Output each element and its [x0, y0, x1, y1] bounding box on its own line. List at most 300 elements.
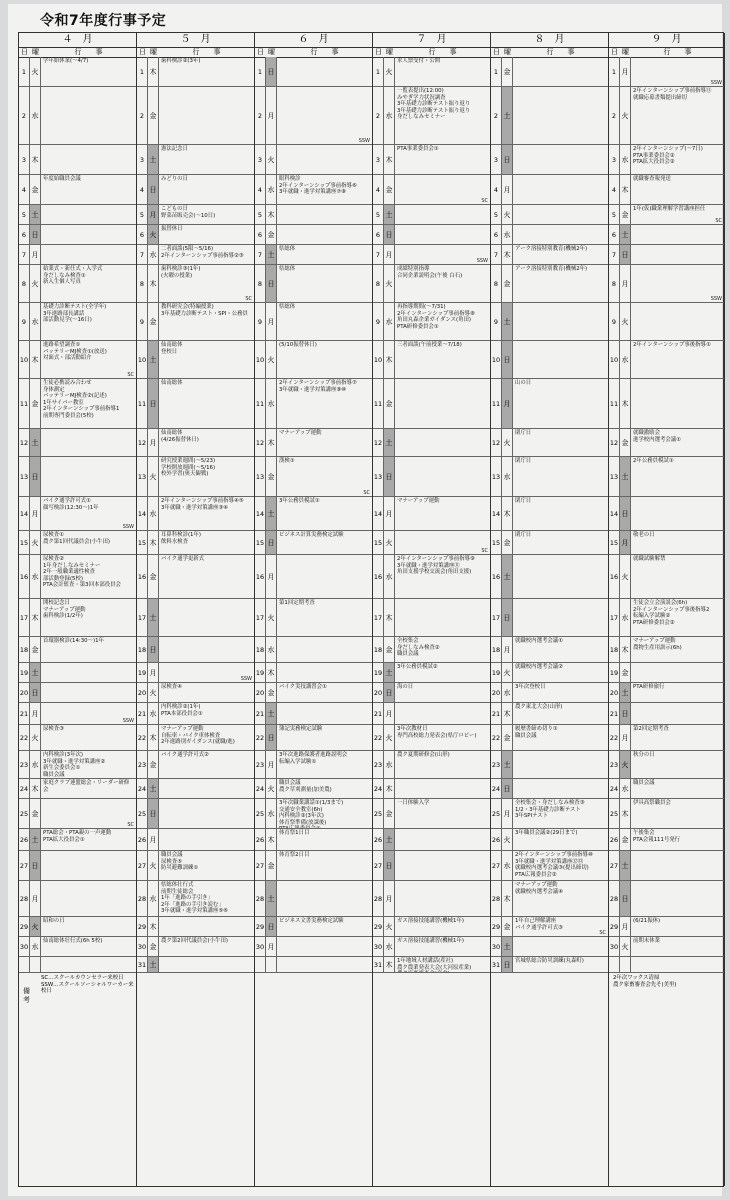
day-number: 25	[373, 799, 384, 828]
weekday-cell: 月	[620, 725, 631, 750]
day-row	[609, 829, 724, 851]
event-text	[513, 87, 608, 144]
weekday-cell: 日	[620, 497, 631, 530]
day-row	[491, 341, 608, 379]
day-number: 9	[255, 303, 266, 340]
day-number: 3	[255, 145, 266, 174]
day-number: 23	[609, 751, 620, 778]
weekday-cell: 月	[266, 555, 277, 598]
day-row	[373, 637, 490, 663]
weekday-header: 曜	[268, 48, 275, 56]
event-text	[277, 637, 372, 662]
day-number: 2	[373, 87, 384, 144]
day-row	[373, 599, 490, 637]
event-text: 3年次進路保護者進路説明会 転編入学試験①	[279, 752, 348, 765]
event-text: バイク通学許可式②	[161, 752, 209, 758]
day-row	[255, 531, 372, 555]
event-text	[395, 829, 490, 850]
day-row	[609, 145, 724, 175]
event-text: 尿検査③	[43, 726, 65, 732]
event-text: 再指導期間(～7/31) 2年インターンシップ事前指導⑧ 角田丸森企業ガイダンス(角田) PTA研修委員会①	[397, 304, 475, 330]
event-text: 第2回定期考査	[633, 726, 669, 732]
day-row	[373, 725, 490, 751]
weekday-header: 曜	[622, 48, 629, 56]
weekday-cell: 木	[502, 881, 513, 916]
weekday-cell: 月	[266, 303, 277, 340]
day-row	[609, 379, 724, 429]
day-number: 15	[255, 531, 266, 554]
day-row	[255, 663, 372, 683]
day-number: 5	[255, 205, 266, 224]
weekday-cell: 水	[148, 245, 159, 264]
weekday-cell: 土	[148, 599, 159, 636]
weekday-cell: 日	[148, 379, 159, 428]
event-text	[41, 429, 136, 456]
day-number: 31	[491, 957, 502, 972]
event-text	[159, 829, 254, 850]
day-row	[373, 497, 490, 531]
weekday-cell: 火	[384, 57, 395, 86]
weekday-cell: 月	[384, 703, 395, 724]
event-text	[277, 663, 372, 682]
event-text: 仙南総体	[161, 380, 183, 386]
day-number: 21	[255, 703, 266, 724]
event-text: PTA事業委員会①	[397, 146, 439, 152]
weekday-cell: 火	[502, 663, 513, 682]
day-number: 12	[255, 429, 266, 456]
day-row	[255, 303, 372, 341]
event-text: ビジネス計算実務検定試験	[279, 532, 344, 538]
day-number: 7	[137, 245, 148, 264]
event-text: 3年次職業講話①(1/3まで) 交通安全教室(6h) 内科検診②(3年次) 体育祭準備(放課後)	[279, 800, 344, 826]
weekday-cell: 土	[384, 429, 395, 456]
day-row	[491, 703, 608, 725]
event-text	[513, 205, 608, 224]
event-text	[631, 957, 724, 972]
day-number: 24	[609, 779, 620, 798]
weekday-cell: 木	[148, 265, 159, 302]
event-text: 就職試験解禁	[633, 556, 666, 562]
day-row	[137, 265, 254, 303]
day-number: 23	[373, 751, 384, 778]
weekday-cell: 水	[502, 851, 513, 880]
day-number: 3	[373, 145, 384, 174]
event-text	[41, 957, 136, 972]
day-number: 31	[373, 957, 384, 972]
day-number: 9	[137, 303, 148, 340]
day-row	[137, 663, 254, 683]
day-number: 12	[373, 429, 384, 456]
event-text: 農ク第2回代議員会(小牛田)	[161, 938, 228, 944]
event-text	[395, 851, 490, 880]
weekday-cell: 土	[266, 703, 277, 724]
day-number: 17	[137, 599, 148, 636]
weekday-cell: 金	[384, 799, 395, 828]
event-text: 県総体	[279, 304, 296, 310]
weekday-cell: 水	[148, 881, 159, 916]
event-text: 仙南総体壮行式(6h 5校)	[43, 938, 103, 944]
events-header: 行 事	[546, 48, 575, 56]
day-row	[373, 683, 490, 703]
day-row	[609, 663, 724, 683]
weekday-cell: 火	[148, 225, 159, 244]
event-text	[631, 881, 724, 916]
day-row	[19, 429, 136, 457]
day-row	[609, 703, 724, 725]
event-text	[631, 245, 724, 264]
day-row	[137, 751, 254, 779]
day-number: 14	[491, 497, 502, 530]
day-number: 8	[19, 265, 30, 302]
events-header: 行 事	[663, 48, 692, 56]
day-number: 16	[609, 555, 620, 598]
weekday-cell: 火	[620, 937, 631, 956]
event-text: 耳鼻科検診(1年) 飲料水検査	[161, 532, 201, 545]
day-number: 11	[491, 379, 502, 428]
day-row	[373, 87, 490, 145]
weekday-cell: 日	[620, 881, 631, 916]
visit-note: SSW	[358, 138, 370, 144]
event-text: 1年(仮)職業理解学習講座担任	[633, 206, 706, 212]
weekday-cell: 日	[148, 637, 159, 662]
day-row	[609, 937, 724, 957]
weekday-cell: 月	[148, 829, 159, 850]
day-number: 8	[609, 265, 620, 302]
event-text: 3年公務員模試②	[397, 664, 438, 670]
day-row	[373, 779, 490, 799]
event-text: こどもの日 野菜苗販売会(～10日)	[161, 206, 216, 219]
day-number: 10	[373, 341, 384, 378]
event-text: 2年公務員模試①	[633, 458, 674, 464]
day-header: 日	[611, 48, 618, 56]
day-number: 19	[137, 663, 148, 682]
day-row	[373, 663, 490, 683]
day-row	[609, 341, 724, 379]
event-text: 2年インターンシップ事前指導⑪ 就職応募書類提出締切	[633, 88, 712, 101]
day-row	[609, 429, 724, 457]
day-number: 23	[255, 751, 266, 778]
day-number: 5	[373, 205, 384, 224]
day-row	[19, 725, 136, 751]
event-text: 内科検診②(1年) PTA本部役員会①	[161, 704, 203, 717]
weekday-cell: 日	[502, 145, 513, 174]
event-text	[41, 205, 136, 224]
day-row	[137, 245, 254, 265]
weekday-cell: 木	[384, 341, 395, 378]
day-row	[491, 379, 608, 429]
weekday-cell: 水	[384, 555, 395, 598]
weekday-cell: 土	[502, 555, 513, 598]
day-row	[609, 57, 724, 87]
weekday-cell: 金	[148, 937, 159, 956]
day-row	[491, 751, 608, 779]
day-row	[137, 683, 254, 703]
weekday-cell: 金	[148, 555, 159, 598]
event-text: 職員会議 農ク草刈測量(加美農)	[279, 780, 332, 793]
weekday-cell: 木	[30, 779, 41, 798]
weekday-cell: 月	[148, 663, 159, 682]
weekday-cell: 火	[30, 265, 41, 302]
weekday-cell: 土	[502, 303, 513, 340]
event-text: 求人票受付・公開	[397, 58, 441, 64]
month-column	[19, 33, 137, 1186]
weekday-cell: 金	[620, 663, 631, 682]
weekday-cell: 火	[148, 457, 159, 496]
event-text	[395, 429, 490, 456]
day-number: 15	[373, 531, 384, 554]
weekday-cell: 日	[30, 851, 41, 880]
event-text: 漢検①	[279, 458, 295, 464]
event-text	[631, 497, 724, 530]
day-row	[373, 555, 490, 599]
day-number: 16	[255, 555, 266, 598]
event-text	[159, 779, 254, 798]
day-row	[491, 429, 608, 457]
weekday-cell: 火	[502, 829, 513, 850]
day-row	[19, 265, 136, 303]
weekday-cell: 日	[30, 225, 41, 244]
weekday-cell: 火	[30, 531, 41, 554]
day-row	[19, 751, 136, 779]
weekday-cell: 水	[30, 87, 41, 144]
event-text: 尿検査② 1年身だしなみセミナー 2年一般職業適性検査 部活動登録(5校) PTA会計監査・第3回本部役員会	[43, 556, 121, 589]
events-header: 行 事	[428, 48, 457, 56]
day-row	[491, 87, 608, 145]
weekday-cell: 水	[30, 751, 41, 778]
day-number: 8	[373, 265, 384, 302]
event-text	[395, 175, 490, 204]
weekday-cell: 土	[30, 829, 41, 850]
day-number: 15	[609, 531, 620, 554]
day-row	[609, 497, 724, 531]
event-text: 憲法記念日	[161, 146, 188, 152]
event-text: 一日体験入学	[397, 800, 430, 806]
weekday-cell: 月	[620, 531, 631, 554]
weekday-cell: 金	[502, 725, 513, 750]
event-text	[41, 225, 136, 244]
day-row	[255, 245, 372, 265]
month-header: ８ 月	[491, 33, 608, 48]
weekday-cell: 日	[30, 683, 41, 702]
day-number: 14	[609, 497, 620, 530]
weekday-cell: 木	[384, 145, 395, 174]
day-row	[373, 225, 490, 245]
day-row	[255, 683, 372, 703]
event-text: 歯科検診②(3年)	[161, 58, 201, 64]
event-text: 職員会議	[633, 780, 655, 786]
weekday-cell: 水	[620, 599, 631, 636]
event-text: 海の日	[397, 684, 414, 690]
day-number	[255, 957, 266, 972]
day-row	[255, 497, 372, 531]
weekday-cell: 金	[266, 457, 277, 496]
day-row	[609, 725, 724, 751]
day-number: 11	[255, 379, 266, 428]
day-number: 19	[609, 663, 620, 682]
weekday-cell: 木	[502, 245, 513, 264]
weekday-cell: 木	[620, 799, 631, 828]
weekday-cell: 日	[502, 341, 513, 378]
event-text: 閉庁日	[515, 458, 532, 464]
event-text: 研究授業週間(～5/23) 学校開放週間(～5/16) 校外学習(奥天観戦)	[161, 458, 216, 478]
month-column	[373, 33, 491, 1186]
bikou-cell	[373, 973, 490, 1186]
day-number: 5	[137, 205, 148, 224]
day-row	[19, 663, 136, 683]
event-text: 閉庁日	[515, 498, 532, 504]
day-row	[491, 851, 608, 881]
day-row	[609, 225, 724, 245]
day-number: 23	[137, 751, 148, 778]
day-row	[609, 779, 724, 799]
weekday-cell: 金	[384, 175, 395, 204]
day-row	[491, 917, 608, 937]
day-row	[609, 599, 724, 637]
weekday-cell: 金	[384, 637, 395, 662]
day-number: 2	[137, 87, 148, 144]
day-number: 17	[373, 599, 384, 636]
day-number: 5	[609, 205, 620, 224]
event-text	[513, 303, 608, 340]
day-row	[137, 829, 254, 851]
weekday-cell: 水	[30, 937, 41, 956]
visit-note: SSW	[476, 258, 488, 264]
day-row	[255, 917, 372, 937]
day-number: 28	[609, 881, 620, 916]
event-text: マナーアップ運動 自転車・バイク車体検査 2年進路別ガイダンス(就職/進)	[161, 726, 235, 746]
day-number: 18	[609, 637, 620, 662]
day-row	[491, 175, 608, 205]
event-text: 3年公務員模試①	[279, 498, 320, 504]
weekday-cell: 土	[384, 663, 395, 682]
day-number: 6	[491, 225, 502, 244]
day-number: 21	[137, 703, 148, 724]
event-text: 家庭クラブ連盟総会・リーダー研修会	[43, 780, 130, 793]
weekday-cell: 月	[148, 205, 159, 224]
event-text: バイク通学更新式	[161, 556, 205, 562]
weekday-cell: 火	[148, 683, 159, 702]
day-number: 22	[373, 725, 384, 750]
event-text	[277, 937, 372, 956]
day-row	[255, 555, 372, 599]
event-text	[277, 57, 372, 86]
day-row	[137, 303, 254, 341]
event-text	[631, 703, 724, 724]
weekday-cell: 月	[620, 265, 631, 302]
event-text: 3年職員会議②(29日まで)	[515, 830, 578, 836]
day-number: 26	[255, 829, 266, 850]
weekday-cell: 金	[502, 265, 513, 302]
weekday-cell: 水	[30, 303, 41, 340]
weekday-cell: 火	[266, 779, 277, 798]
day-row	[491, 881, 608, 917]
day-number: 7	[609, 245, 620, 264]
day-row	[19, 531, 136, 555]
weekday-cell: 月	[30, 497, 41, 530]
weekday-cell: 火	[502, 429, 513, 456]
weekday-cell	[620, 957, 631, 972]
event-text: 2年インターンシップ事前指導⑩ 3年就職・進学対策講座⑫⑬ 就職校内選考会議③(提出締切) PTA広報委員会②	[515, 852, 593, 878]
event-text: 年度始職員会議	[43, 176, 81, 182]
weekday-cell: 金	[30, 637, 41, 662]
day-number: 7	[491, 245, 502, 264]
day-number: 20	[255, 683, 266, 702]
weekday-cell: 日	[266, 57, 277, 86]
day-row	[491, 779, 608, 799]
event-text: マナーアップ運動	[279, 430, 322, 436]
day-row	[609, 881, 724, 917]
weekday-cell: 火	[620, 555, 631, 598]
day-header: 日	[375, 48, 382, 56]
day-row	[137, 917, 254, 937]
bikou-cell: 2年次ワックス清掃 農ク家畜審査会先そ(美里)	[613, 975, 677, 988]
event-text: 県総体	[279, 246, 296, 252]
weekday-cell: 月	[30, 245, 41, 264]
weekday-header: 曜	[150, 48, 157, 56]
weekday-cell: 金	[30, 799, 41, 828]
day-row	[491, 637, 608, 663]
event-text: 敬老の日	[633, 532, 655, 538]
day-number: 27	[609, 851, 620, 880]
event-text	[395, 531, 490, 554]
weekday-cell: 水	[148, 703, 159, 724]
day-row	[255, 225, 372, 245]
weekday-cell: 日	[384, 683, 395, 702]
event-text: 前期末休業	[633, 938, 660, 944]
day-number: 28	[19, 881, 30, 916]
day-number: 28	[255, 881, 266, 916]
day-number: 30	[609, 937, 620, 956]
day-number: 23	[491, 751, 502, 778]
day-row	[137, 379, 254, 429]
weekday-cell: 日	[620, 245, 631, 264]
day-row	[137, 851, 254, 881]
day-number: 17	[19, 599, 30, 636]
day-row	[491, 663, 608, 683]
event-text: (5/10振替休日)	[279, 342, 317, 348]
event-text: ビジネス文書実務検定試験	[279, 918, 344, 924]
day-number: 18	[19, 637, 30, 662]
bikou-cell	[137, 973, 254, 1186]
day-number: 9	[19, 303, 30, 340]
weekday-cell: 土	[620, 683, 631, 702]
weekday-header: 曜	[504, 48, 511, 56]
day-row	[19, 829, 136, 851]
day-row	[19, 205, 136, 225]
weekday-cell: 金	[502, 531, 513, 554]
day-number: 30	[491, 937, 502, 956]
event-text: 内科検診(3年次) 3年就職・進学対策講座② 新生会委員会① 職員会議	[43, 752, 106, 778]
event-text	[41, 881, 136, 916]
day-number: 25	[137, 799, 148, 828]
day-number	[609, 957, 620, 972]
day-number: 1	[609, 57, 620, 86]
day-number: 18	[373, 637, 384, 662]
day-number: 6	[255, 225, 266, 244]
event-text: アーク溶接特別教育(機械2年)	[515, 246, 588, 252]
day-row	[373, 531, 490, 555]
day-row	[255, 637, 372, 663]
weekday-cell: 月	[502, 175, 513, 204]
day-row	[373, 703, 490, 725]
event-text	[513, 145, 608, 174]
day-number: 25	[255, 799, 266, 828]
weekday-cell: 水	[384, 937, 395, 956]
visit-note: SC	[715, 218, 722, 224]
day-row	[19, 957, 136, 973]
day-row	[137, 205, 254, 225]
event-text: (6/21振休)	[633, 918, 661, 924]
